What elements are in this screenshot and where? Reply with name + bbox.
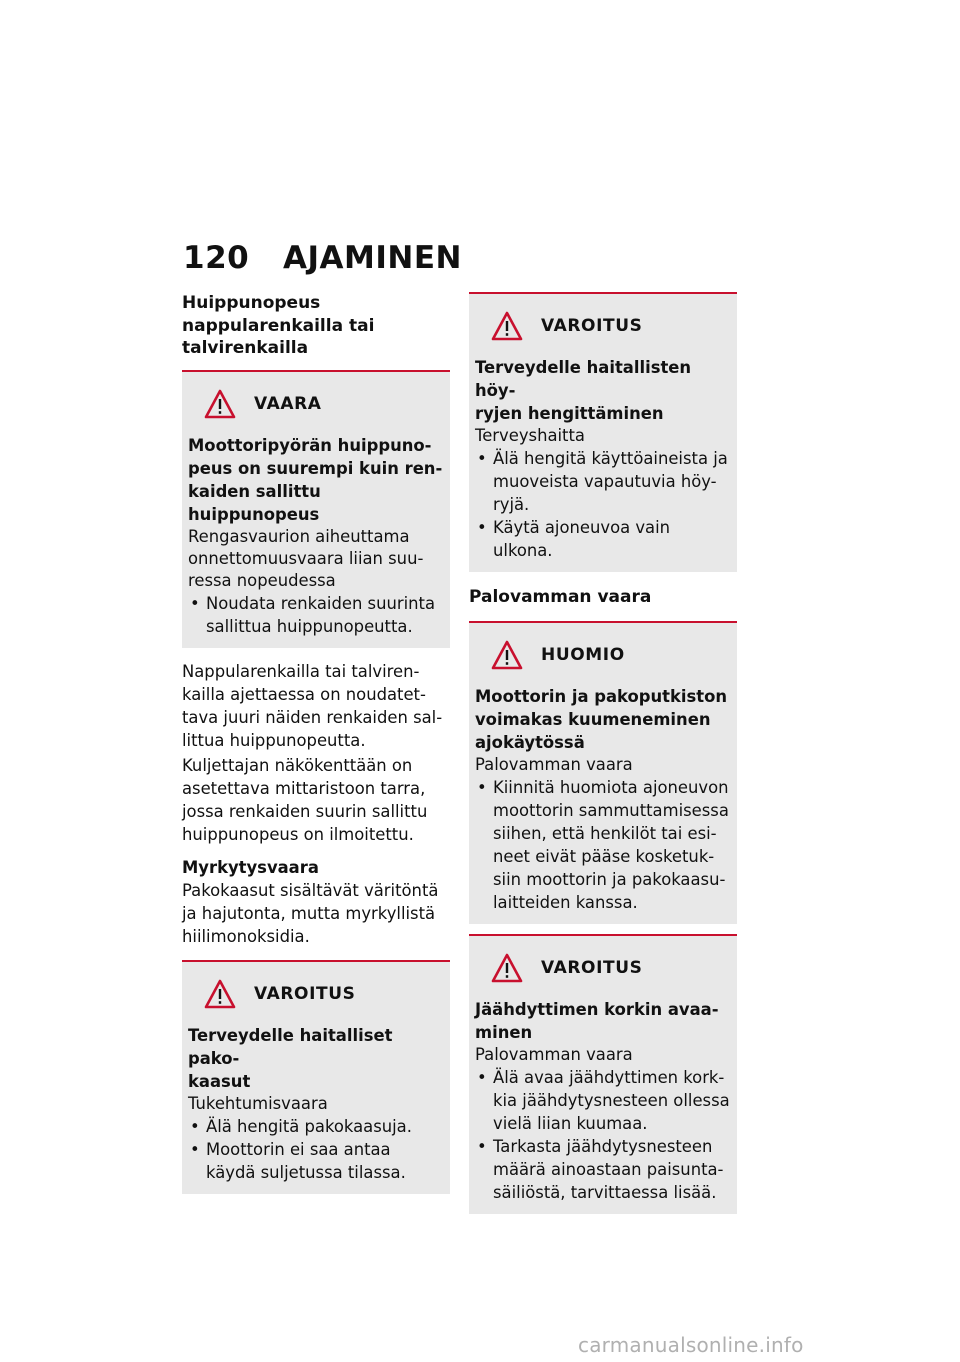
- line: jossa renkaiden suurin sallittu: [182, 801, 428, 821]
- line: neet eivät pääse kosketuk-: [493, 846, 715, 866]
- box-label: HUOMIO: [541, 644, 625, 665]
- line: ryjä.: [493, 495, 530, 514]
- line: Tukehtumisvaara: [188, 1093, 328, 1113]
- bullet-item: [188, 592, 444, 638]
- line: hiilimonoksidia.: [182, 926, 310, 946]
- danger-box: [182, 370, 450, 648]
- line: määrä ainoastaan paisunta-: [493, 1159, 724, 1179]
- line: minen: [475, 1022, 533, 1042]
- box-header: [475, 637, 731, 673]
- box-label: VAROITUS: [254, 983, 356, 1004]
- box-text: [188, 526, 444, 592]
- left-column: [182, 292, 450, 1194]
- line: Pakokaasut sisältävät väritöntä: [182, 880, 439, 900]
- line: Nappularenkailla tai talviren-: [182, 661, 420, 681]
- line: • Noudata renkaiden suurinta: [206, 593, 436, 613]
- box-header: [475, 308, 731, 344]
- box-label: VAROITUS: [541, 957, 643, 978]
- line: Terveydelle haitallisten höy-: [475, 358, 692, 400]
- paragraph: [182, 660, 450, 752]
- line: • Älä avaa jäähdyttimen kork-: [493, 1067, 725, 1087]
- line: kaasut: [188, 1071, 251, 1091]
- box-heading: [188, 1024, 444, 1093]
- line: asetettava mittaristoon tarra,: [182, 778, 426, 798]
- section-heading-tyres: [182, 292, 450, 360]
- box-heading: [475, 685, 731, 754]
- line: Moottorin ja pakoputkiston: [475, 686, 728, 706]
- box-heading: [188, 434, 444, 526]
- line: • Älä hengitä käyttöaineista ja: [493, 449, 728, 468]
- line: sallittua huippunopeutta.: [206, 616, 413, 636]
- line: Kuljettajan näkökenttään on: [182, 755, 413, 775]
- line: Terveyshaitta: [475, 426, 585, 445]
- paragraph: [182, 754, 450, 846]
- warning-box: [469, 292, 737, 572]
- line: vielä liian kuumaa.: [493, 1113, 648, 1133]
- line: kaiden sallittu huippunopeus: [188, 481, 321, 524]
- line: peus on suurempi kuin ren-: [188, 458, 443, 478]
- warning-box: [469, 934, 737, 1214]
- subheading: Myrkytysvaara: [182, 857, 319, 877]
- warning-triangle-icon: [491, 310, 523, 342]
- line: littua huippunopeutta.: [182, 730, 366, 750]
- watermark: carmanualsonline.info: [578, 1333, 804, 1357]
- line: laitteiden kanssa.: [493, 892, 638, 912]
- box-header: [188, 386, 444, 422]
- line: kia jäähdytysnesteen ollessa: [493, 1090, 730, 1110]
- line: ressa nopeudessa: [188, 570, 336, 590]
- warning-triangle-icon: [491, 952, 523, 984]
- line: moottorin sammuttamisessa: [493, 800, 729, 820]
- line: säiliöstä, tarvittaessa lisää.: [493, 1182, 717, 1202]
- page-header: [183, 240, 462, 276]
- line: • Kiinnitä huomiota ajoneuvon: [493, 777, 729, 797]
- line: ajokäytössä: [475, 732, 585, 752]
- line: siin moottorin ja pakokaasu-: [493, 869, 726, 889]
- line: ryjen hengittäminen: [475, 404, 664, 423]
- line: Palovamman vaara: [475, 754, 633, 774]
- warning-triangle-icon: [204, 388, 236, 420]
- heading-line: talvirenkailla: [182, 338, 309, 358]
- bullet-item: [475, 516, 731, 562]
- section-heading-burn: Palovamman vaara: [469, 587, 652, 607]
- box-label: VAROITUS: [541, 316, 643, 336]
- line: muoveista vapautuvia höy-: [493, 472, 717, 491]
- chapter-title: AJAMINEN: [283, 240, 462, 276]
- bullet-item: [475, 1135, 731, 1204]
- line: Rengasvaurion aiheuttama: [188, 526, 410, 546]
- line: onnettomuusvaara liian suu-: [188, 548, 424, 568]
- line: kailla ajettaessa on noudatet-: [182, 684, 426, 704]
- line: voimakas kuumeneminen: [475, 709, 711, 729]
- bullet-item: [188, 1138, 444, 1184]
- heading-line: nappularenkailla tai: [182, 315, 375, 336]
- line: ja hajutonta, mutta myrkyllistä: [182, 903, 436, 923]
- line: • Käytä ajoneuvoa vain ulkona.: [493, 518, 671, 560]
- right-column: [469, 292, 737, 1214]
- box-header: [188, 976, 444, 1012]
- line: Palovamman vaara: [475, 1044, 633, 1064]
- warning-box: [182, 960, 450, 1194]
- box-header: [475, 950, 731, 986]
- line: • Moottorin ei saa antaa: [206, 1139, 391, 1159]
- bullet-item: [475, 447, 731, 516]
- page-number: 120: [183, 240, 250, 276]
- line: Terveydelle haitalliset pako-: [188, 1025, 393, 1068]
- line: siihen, että henkilöt tai esi-: [493, 823, 717, 843]
- warning-triangle-icon: [491, 639, 523, 671]
- bullet-item: [188, 1115, 444, 1138]
- box-text: [475, 425, 731, 447]
- bullet-item: [475, 1066, 731, 1135]
- line: huippunopeus on ilmoitettu.: [182, 824, 414, 844]
- line: käydä suljetussa tilassa.: [206, 1162, 406, 1182]
- line: Jäähdyttimen korkin avaa-: [475, 999, 719, 1019]
- box-heading: [475, 998, 731, 1044]
- warning-triangle-icon: [204, 978, 236, 1010]
- box-label: VAARA: [254, 393, 322, 414]
- line: Moottoripyörän huippuno-: [188, 435, 432, 455]
- line: • Älä hengitä pakokaasuja.: [206, 1116, 412, 1136]
- notice-box: [469, 621, 737, 924]
- box-text: [475, 1044, 731, 1066]
- box-heading: [475, 356, 731, 425]
- heading-line: Huippunopeus: [182, 293, 321, 313]
- paragraph: [182, 879, 450, 948]
- bullet-item: [475, 776, 731, 914]
- line: tava juuri näiden renkaiden sal-: [182, 707, 443, 727]
- line: • Tarkasta jäähdytysnesteen: [493, 1136, 713, 1156]
- box-text: [188, 1093, 444, 1115]
- box-text: [475, 754, 731, 776]
